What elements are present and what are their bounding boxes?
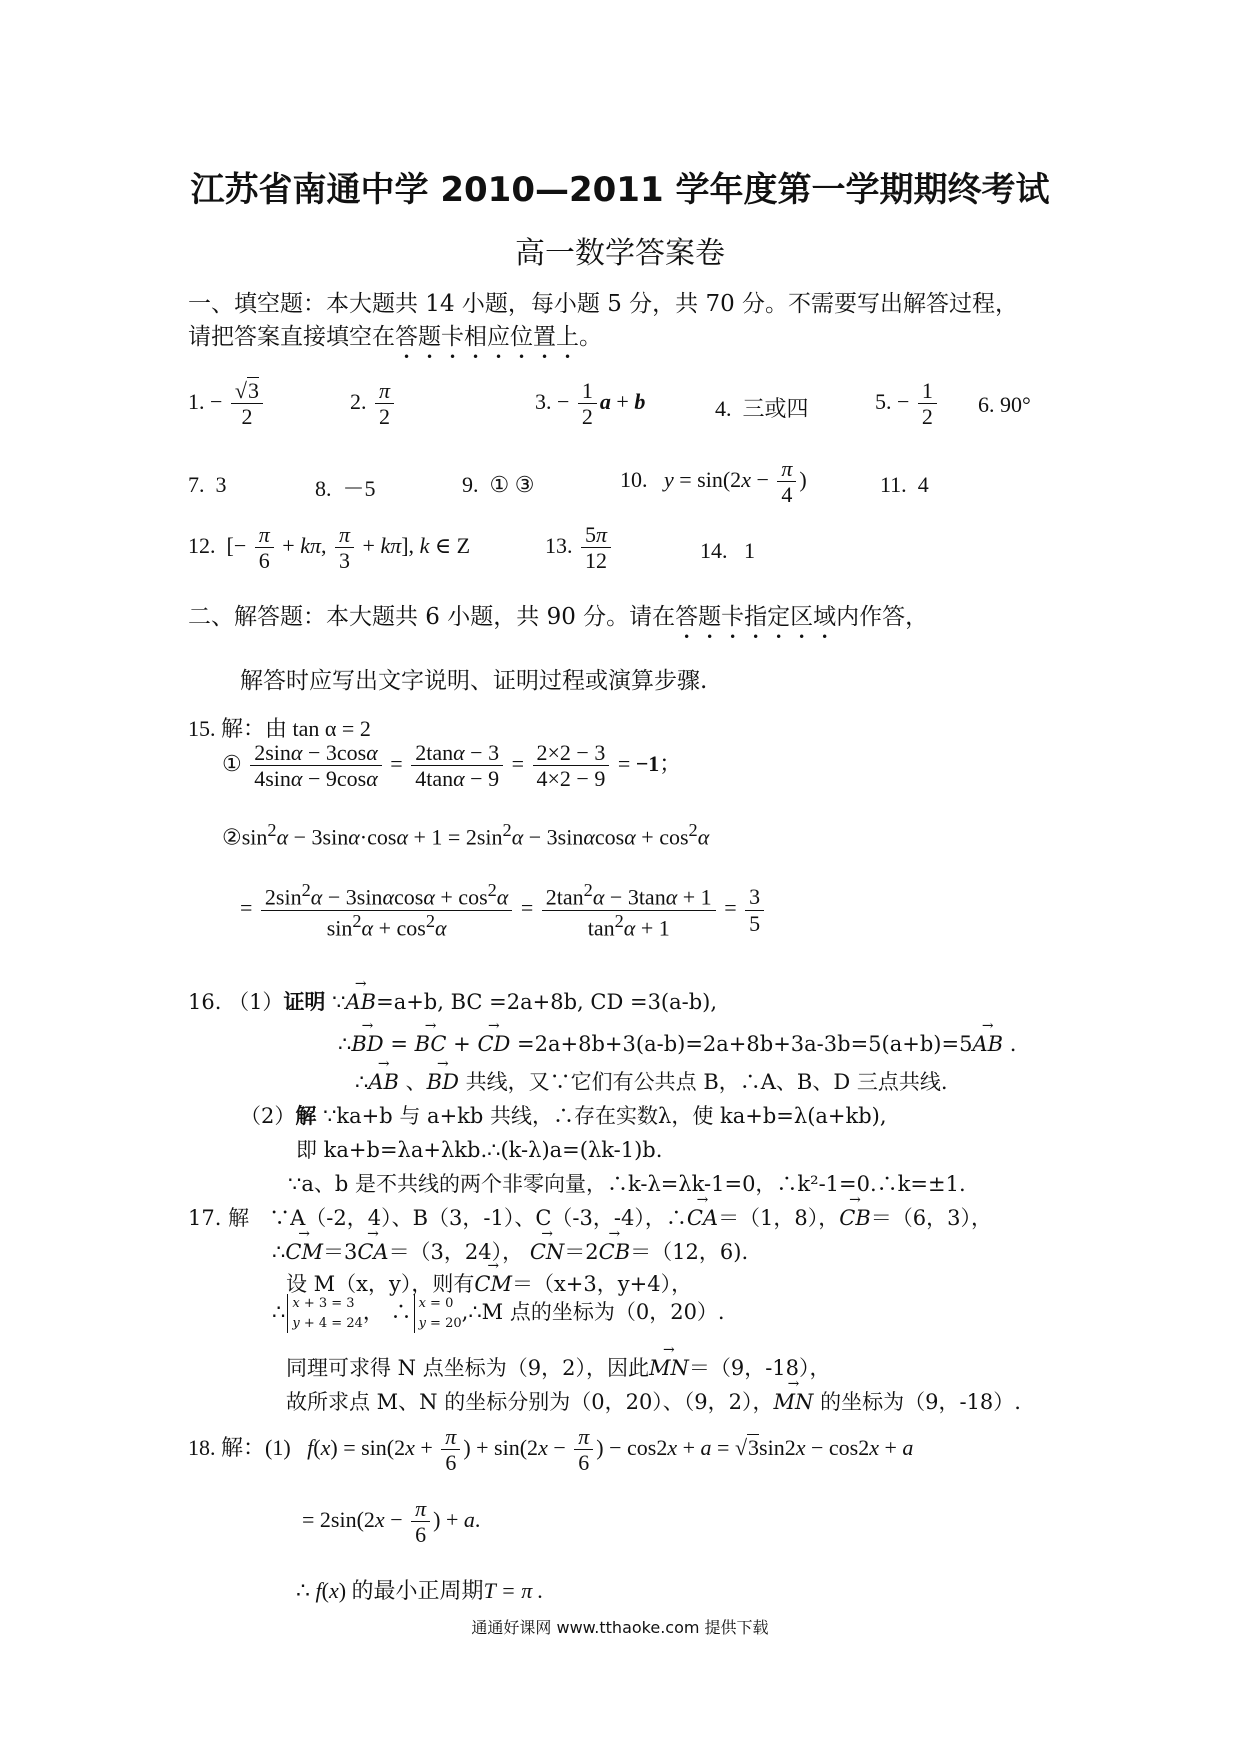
p16-line5: 即 ka+b=λa+λkb.∴(k-λ)a=(λk-1)b. (296, 1138, 663, 1162)
answer-13: 13. $\frac{5\pi}{12}$ (545, 522, 614, 574)
p18-line2: = 2sin(2x − $\frac{\pi}{6}$ ) + a. (302, 1496, 481, 1548)
answer-4: 4. 三或四 (715, 396, 809, 421)
p17-line3: 设 M（x，y），则有→ CM＝（x+3，y+4）， (286, 1268, 692, 1298)
p16-line2: ∴→ BD = → BC + → CD =2a+8b+3(a-b)=2a+8b+3a-3b=5(a+b)=5→ AB . (338, 1032, 1016, 1056)
answer-1: 1. − $\frac{√3}{2}$ (188, 378, 266, 430)
p18-line3: ∴ f(x) 的最小正周期T = π . (296, 1578, 544, 1603)
answer-11: 11. 4 (880, 472, 929, 497)
answer-8: 8. －5 (315, 476, 376, 501)
p16-line1: 16. （1）证明 ∵→ AB=a+b, BC =2a+8b, CD =3(a-b), (188, 986, 717, 1016)
p18-line1: 18. 解：(1) f(x) = sin(2x + $\frac{\pi}{6}$ ) + sin(2x − $\frac{\pi}{6}$ ) − cos2x + a = √3sin2x − cos2x + a (188, 1424, 914, 1476)
section1-heading: 一、填空题：本大题共 14 小题，每小题 5 分，共 70 分。不需要写出解答过程， (188, 291, 1019, 317)
p16-line4: （2）解 ∵ka+b 与 a+kb 共线，∴存在实数λ，使 ka+b=λ(a+kb), (240, 1103, 887, 1128)
p15-part1: ① $\frac{2\sin\alpha - 3\cos\alpha}{4\sin\alpha - 9\cos\alpha}$ = $\frac{2\tan\alpha - 3}{4\tan\alpha - 9}$ = $\frac{2\times 2 - 3}{4\times 2 - 9}$ = −1； (222, 740, 682, 792)
section2-heading: 二、解答题：本大题共 6 小题，共 90 分。请在答题卡指定区域内作答， (188, 604, 929, 630)
section2-instructions: 解答时应写出文字说明、证明过程或演算步骤. (240, 668, 708, 694)
page-title: 江苏省南通中学 2010—2011 学年度第一学期期终考试 (190, 170, 1050, 210)
answer-3: 3. − $\frac{1}{2}$ a + b (535, 378, 646, 430)
p17-line4: ∴ x + 3 = 3 y + 4 = 24， ∴ x = 0 y = 20,∴M 点的坐标为（0，20）. (272, 1294, 725, 1333)
p17-line6: 故所求点 M、N 的坐标分别为（0，20）、（9，2），→ MN 的坐标为（9，-18）. (286, 1386, 1021, 1416)
p17-line5: 同理可求得 N 点坐标为（9，2），因此→ MN＝（9，-18）， (286, 1352, 831, 1382)
p15-part2: $②\sin^2\alpha - 3\sin\alpha\cdot\cos\alpha + 1 = 2\sin^2\alpha - 3\sin\alpha\cos\alpha + \cos^2\alpha$ (222, 820, 710, 850)
answer-9: 9. ① ③ (462, 472, 535, 497)
answer-14: 14. 1 (700, 538, 755, 563)
answer-2: 2. $\frac{\pi}{2}$ (350, 378, 397, 430)
answer-7: 7. 3 (188, 472, 227, 497)
p16-line6: ∵a、b 是不共线的两个非零向量，∴k-λ=λk-1=0，∴k²-1=0.∴k=±1. (288, 1172, 966, 1196)
p17-line1: 17. 解 ∵A（-2，4）、B（3，-1）、C（-3，-4），∴→ CA＝（1，8），→ CB＝（6，3）， (188, 1202, 992, 1232)
p15-given: 15. 解：由 tan α = 2 (188, 716, 371, 741)
section1-instructions: 请把答案直接填空在答题卡相应位置上。 (188, 324, 602, 350)
answer-6: 6. 90° (978, 392, 1031, 417)
answer-5: 5. − $\frac{1}{2}$ (875, 378, 940, 430)
answer-12: 12. [− $\frac{\pi}{6}$ + kπ, $\frac{\pi}{3}$ + kπ], k ∈ Z (188, 522, 471, 574)
p16-line3: ∴→ AB 、→ BD 共线，又∵它们有公共点 B，∴A、B、D 三点共线. (355, 1066, 948, 1096)
page-subtitle: 高一数学答案卷 (515, 236, 725, 271)
p17-line2: ∴→ CM＝3→ CA＝（3，24）， → CN＝2→ CB＝（12，6). (272, 1236, 748, 1266)
answer-10: 10. y = sin(2x − $\frac{\pi}{4}$ ) (620, 456, 807, 508)
p15-part2-cont: = $\frac{2\sin^2\alpha - 3\sin\alpha\cos\alpha + \cos^2\alpha}{\sin^2\alpha + \cos^2\alpha}$ = $\frac{2\tan^2\alpha - 3\tan\alpha + 1}{\tan^2\alpha + 1}$ = $\frac{3}{5}$ (240, 880, 767, 940)
footer-credit: 通通好课网 www.tthaoke.com 提供下载 (471, 1618, 769, 1637)
